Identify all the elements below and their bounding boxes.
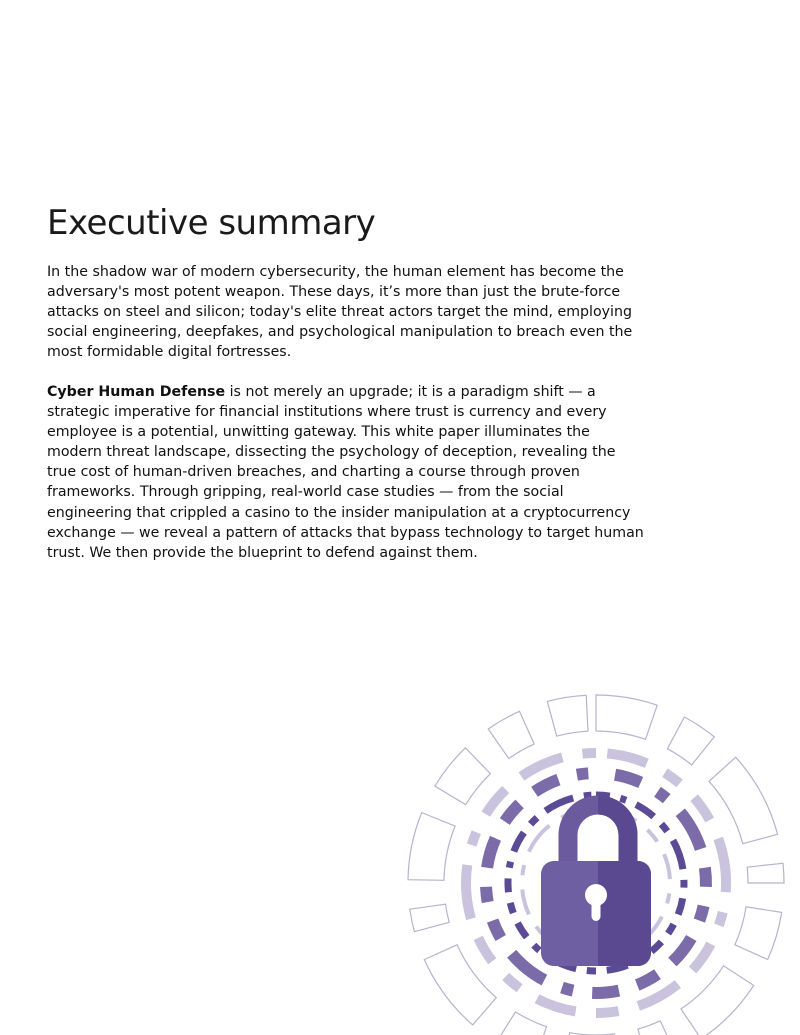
light-ring-segment bbox=[537, 999, 576, 1012]
outer-ring-segment bbox=[410, 904, 449, 932]
outer-ring-segment bbox=[496, 1012, 546, 1035]
innermost-ring-segment bbox=[667, 893, 669, 903]
summary-paragraph-1: In the shadow war of modern cybersecurity, the human element has become the adversary's most potent weapon. These days, it’s more than just the brute-force attacks on steel and silicon; today's elite threat actors target the mind, employing social engineering, deepfakes, and psychological manipulation to breach even the most formidable digital fortresses. bbox=[47, 264, 633, 361]
inner-ring-segment bbox=[678, 898, 683, 914]
outer-ring-segment bbox=[681, 966, 754, 1035]
light-ring-segment bbox=[521, 757, 562, 776]
padlock-icon bbox=[541, 805, 651, 966]
mid-ring-segment bbox=[562, 988, 573, 991]
light-ring-segment bbox=[466, 865, 471, 919]
mid-ring-segment bbox=[672, 938, 691, 962]
outer-ring-segment bbox=[667, 717, 714, 765]
outer-ring-segment bbox=[596, 695, 657, 739]
outer-ring-segment bbox=[408, 813, 455, 881]
mid-ring-segment bbox=[637, 974, 657, 985]
inner-ring-segment bbox=[510, 903, 513, 913]
outer-ring-segment bbox=[709, 757, 778, 844]
light-ring-segment bbox=[582, 753, 596, 754]
inner-ring-segment bbox=[620, 798, 626, 800]
summary-paragraph-2 bbox=[47, 382, 647, 563]
light-ring-segment bbox=[596, 1011, 619, 1013]
inner-ring-segment bbox=[531, 818, 538, 825]
mid-ring-segment bbox=[592, 991, 619, 993]
inner-ring-segment bbox=[508, 878, 509, 892]
page-title: Executive summary bbox=[47, 203, 376, 243]
mid-ring-segment bbox=[486, 887, 488, 902]
outer-ring-segment bbox=[638, 1021, 676, 1035]
light-ring-segment bbox=[472, 832, 477, 845]
inner-ring-segment bbox=[587, 971, 596, 972]
innermost-ring-segment bbox=[522, 865, 524, 875]
outer-ring-segment bbox=[747, 863, 784, 883]
innermost-ring-segment bbox=[664, 854, 670, 879]
inner-ring-segment bbox=[668, 924, 674, 933]
outer-ring-segment bbox=[547, 695, 588, 736]
inner-ring-segment bbox=[509, 862, 510, 868]
inner-ring-segment bbox=[584, 795, 592, 796]
emphasis-cyber-human-defense: Cyber Human Defense bbox=[47, 384, 226, 400]
mid-ring-segment bbox=[535, 780, 559, 792]
mid-ring-segment bbox=[658, 792, 667, 799]
light-ring-segment bbox=[693, 944, 711, 970]
innermost-ring-segment bbox=[647, 830, 657, 842]
inner-ring-segment bbox=[514, 833, 524, 852]
mid-ring-segment bbox=[699, 906, 703, 921]
summary-paragraph-2-text: is not merely an upgrade; it is a paradigm shift — a strategic imperative for financial institutions where trust is currency and every employee is a potential, unwitting gateway. This white paper illuminates the modern threat landscape, dissecting the psychology of deception, revealing the true cost of human-driven breaches, and charting a course through proven frameworks. Through gripping, real-world case studies — from the social engineering that crippled a casino to the insider manipulation at a cryptocurrency exchange — we reveal a pattern of attacks that bypass technology to target human trust. We then provide the blueprint to defend against them. bbox=[47, 384, 644, 561]
outer-ring-segment bbox=[488, 711, 534, 758]
inner-ring-segment bbox=[534, 945, 540, 950]
mid-ring-segment bbox=[615, 775, 641, 783]
innermost-ring-segment bbox=[529, 826, 550, 852]
mid-ring-segment bbox=[680, 812, 700, 849]
mid-ring-segment bbox=[512, 954, 545, 980]
light-ring-segment bbox=[506, 977, 520, 989]
inner-ring-segment bbox=[673, 840, 683, 869]
outer-ring-segment bbox=[435, 748, 491, 805]
inner-ring-segment bbox=[661, 824, 667, 831]
cyber-lock-graphic bbox=[350, 655, 800, 1035]
mid-ring-segment bbox=[577, 773, 588, 774]
light-ring-segment bbox=[665, 773, 680, 784]
mid-ring-segment bbox=[505, 804, 520, 822]
light-ring-segment bbox=[478, 938, 492, 961]
inner-ring-segment bbox=[636, 805, 654, 817]
outer-ring-segment bbox=[735, 907, 782, 960]
light-ring-segment bbox=[719, 912, 723, 925]
mid-ring-segment bbox=[487, 838, 495, 867]
light-ring-segment bbox=[718, 839, 726, 893]
inner-ring-segment bbox=[651, 942, 661, 952]
light-ring-segment bbox=[607, 754, 647, 764]
light-ring-segment bbox=[694, 798, 710, 820]
inner-ring-segment bbox=[518, 923, 527, 937]
mid-ring-segment bbox=[705, 868, 706, 887]
light-ring-segment bbox=[486, 790, 506, 815]
innermost-ring-segment bbox=[522, 889, 529, 914]
mid-ring-segment bbox=[493, 921, 501, 938]
